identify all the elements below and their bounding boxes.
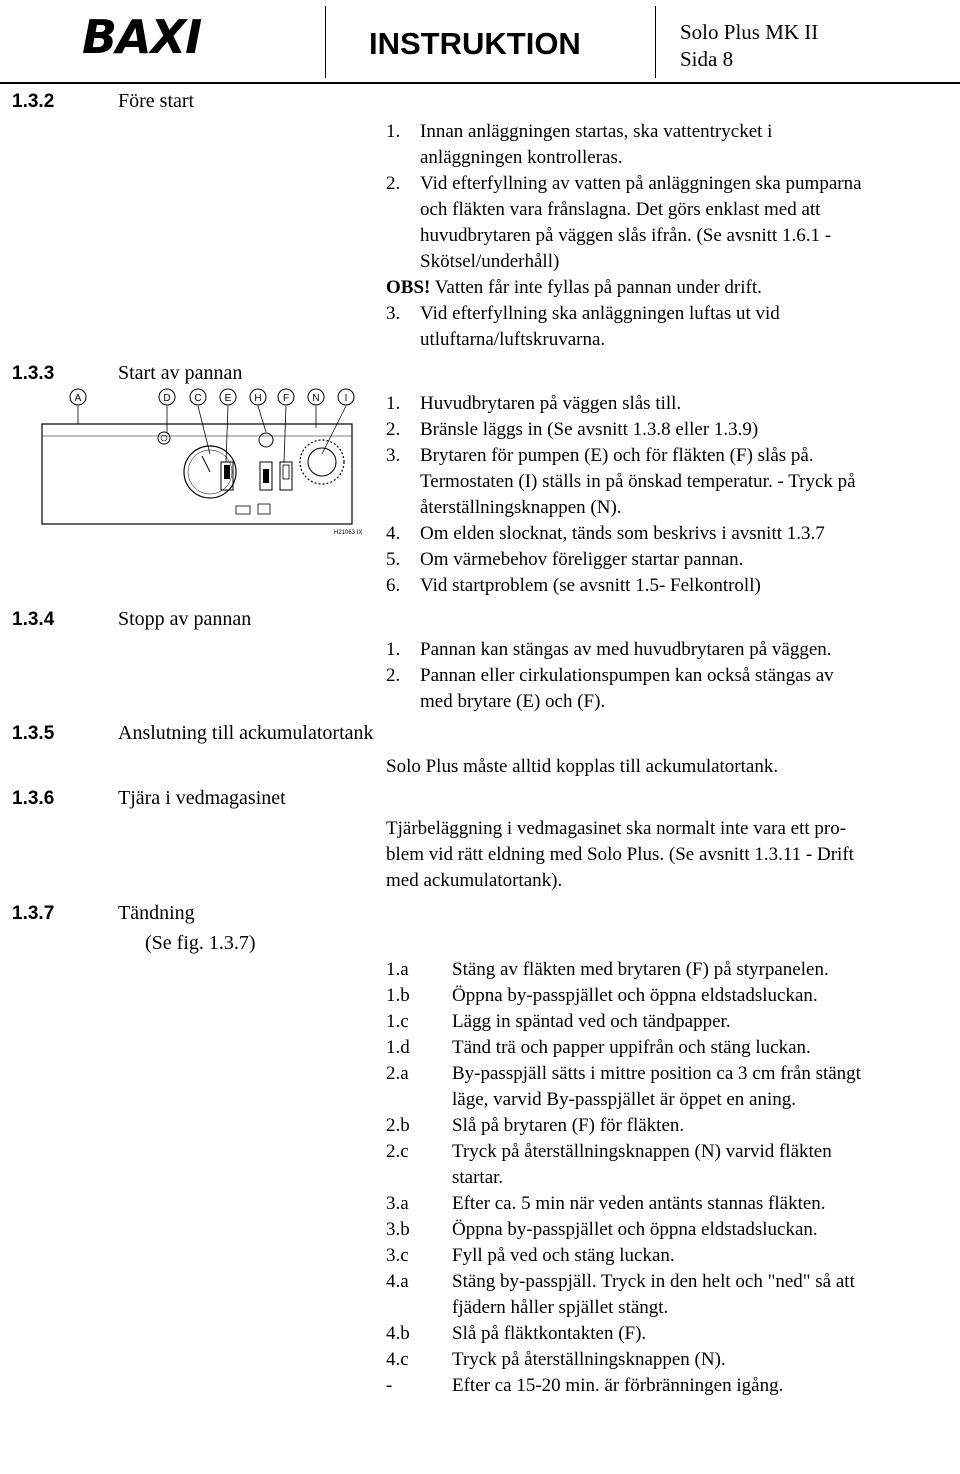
section-number: 1.3.2 xyxy=(12,91,55,112)
before-start-line xyxy=(386,301,862,327)
start-step-number: 1. xyxy=(386,393,401,414)
ignition-step-text: fjädern håller spjället stängt. xyxy=(452,1297,669,1318)
start-step-line xyxy=(386,391,856,417)
ignition-step-text: Öppna by-passpjället och öppna eldstadsluckan. xyxy=(452,985,818,1006)
section-title-133: Start av pannan xyxy=(118,362,243,384)
ignition-step-line xyxy=(386,1087,861,1113)
panel-label-n: N xyxy=(312,393,320,404)
ignition-step-text: Öppna by-passpjället och öppna eldstadsluckan. xyxy=(452,1219,818,1240)
ignition-step-number: - xyxy=(386,1375,393,1396)
before-start-line xyxy=(386,223,862,249)
start-step-text: Om elden slocknat, tänds som beskrivs i avsnitt 1.3.7 xyxy=(420,523,825,544)
tar-line: med ackumulatortank). xyxy=(386,870,563,891)
tar-paragraph xyxy=(386,816,854,894)
page-header xyxy=(0,0,960,84)
start-step-line xyxy=(386,417,856,443)
before-start-list xyxy=(386,119,862,353)
before-start-line xyxy=(386,171,862,197)
start-step-line xyxy=(386,469,856,495)
ignition-step-text: Stäng by-passpjäll. Tryck in den helt och "ned" så att xyxy=(452,1271,855,1292)
panel-label-f: F xyxy=(282,393,290,404)
start-step-text: Vid startproblem (se avsnitt 1.5- Felkontroll) xyxy=(420,575,761,596)
stop-steps-list xyxy=(386,637,834,715)
start-step-line xyxy=(386,573,856,599)
start-step-number: 4. xyxy=(386,523,401,544)
panel-label-a: A xyxy=(74,393,82,404)
ignition-step-text: Tänd trä och papper uppifrån och stäng luckan. xyxy=(452,1037,811,1058)
start-step-line xyxy=(386,547,856,573)
section-number-137: 1.3.7 xyxy=(12,903,55,924)
ignition-step-number: 2.b xyxy=(386,1115,410,1136)
ignition-step-text: Efter ca 15-20 min. är förbränningen igång. xyxy=(452,1375,784,1396)
ignition-step-line xyxy=(386,1321,861,1347)
start-step-text: återställningsknappen (N). xyxy=(420,497,622,518)
before-start-line xyxy=(386,327,862,353)
before-start-text: Vid efterfyllning ska anläggningen luftas ut vid xyxy=(420,303,780,324)
ignition-step-text: Slå på fläktkontakten (F). xyxy=(452,1323,647,1344)
start-steps-list xyxy=(386,391,856,599)
ignition-step-number: 2.c xyxy=(386,1141,409,1162)
ignition-step-number: 3.a xyxy=(386,1193,409,1214)
ignition-step-text: Slå på brytaren (F) för fläkten. xyxy=(452,1115,685,1136)
ignition-step-line xyxy=(386,1035,861,1061)
ignition-step-number: 4.c xyxy=(386,1349,409,1370)
panel-label-group xyxy=(70,389,354,405)
stop-step-text: med brytare (E) och (F). xyxy=(420,691,606,712)
start-step-number: 2. xyxy=(386,419,401,440)
ignition-step-number: 3.b xyxy=(386,1219,410,1240)
ignition-steps-list xyxy=(386,957,861,1399)
before-start-text: Skötsel/underhåll) xyxy=(420,251,560,272)
before-start-text: och fläkten vara frånslagna. Det görs enklast med att xyxy=(420,199,821,220)
stop-step-line xyxy=(386,663,834,689)
ignition-step-text: läge, varvid By-passpjället är öppet en aning. xyxy=(452,1089,797,1110)
ignition-step-text: Fyll på ved och stäng luckan. xyxy=(452,1245,675,1266)
panel-label-h: H xyxy=(254,393,262,404)
symbol-icon xyxy=(258,504,270,514)
panel-label-i: I xyxy=(344,393,348,404)
start-step-line xyxy=(386,495,856,521)
before-start-number: 3. xyxy=(386,303,401,324)
before-start-text: Innan anläggningen startas, ska vattentrycket i xyxy=(420,121,773,142)
start-step-text: Brytaren för pumpen (E) och för fläkten (F) slås på. xyxy=(420,445,814,466)
before-start-number: 1. xyxy=(386,121,401,142)
panel-body xyxy=(42,424,352,524)
ignition-step-line xyxy=(386,1217,861,1243)
section-number-136: 1.3.6 xyxy=(12,788,55,809)
header-divider xyxy=(0,82,960,84)
ignition-step-line xyxy=(386,1373,861,1399)
stop-step-line xyxy=(386,689,834,715)
logo-cell xyxy=(0,6,326,78)
ignition-step-line xyxy=(386,1165,861,1191)
indicator-lamp-icon xyxy=(158,432,170,444)
section-title-137: Tändning xyxy=(118,902,195,924)
ignition-step-line xyxy=(386,1269,861,1295)
ignition-step-line xyxy=(386,1347,861,1373)
start-step-text: Om värmebehov föreligger startar pannan. xyxy=(420,549,744,570)
start-step-line xyxy=(386,443,856,469)
start-step-line xyxy=(386,521,856,547)
thermostat-dial-icon[interactable] xyxy=(300,440,344,484)
section-number-134: 1.3.4 xyxy=(12,609,55,630)
ignition-step-number: 2.a xyxy=(386,1063,409,1084)
before-start-line xyxy=(386,119,862,145)
stop-step-text: Pannan eller cirkulationspumpen kan också stängas av xyxy=(420,665,834,686)
ignition-step-line xyxy=(386,1061,861,1087)
symbol-icon xyxy=(236,506,250,514)
obs-text: Vatten får inte fyllas på pannan under drift. xyxy=(430,277,762,298)
ignition-step-line xyxy=(386,1009,861,1035)
ignition-step-line xyxy=(386,1191,861,1217)
ignition-step-text: Tryck på återställningsknappen (N). xyxy=(452,1349,726,1370)
ignition-step-number: 4.a xyxy=(386,1271,409,1292)
reset-button-icon[interactable] xyxy=(259,433,273,447)
ignition-step-line xyxy=(386,1139,861,1165)
before-start-line xyxy=(386,249,862,275)
section-title-132: Före start xyxy=(118,90,195,112)
ignition-step-number: 3.c xyxy=(386,1245,409,1266)
ignition-step-number: 1.c xyxy=(386,1011,409,1032)
stop-step-line xyxy=(386,637,834,663)
page-number: Sida 8 xyxy=(680,47,734,71)
tar-line: blem vid rätt eldning med Solo Plus. (Se avsnitt 1.3.11 - Drift xyxy=(386,844,854,865)
fan-switch-icon[interactable] xyxy=(280,462,292,490)
figure-code: H21063 IX xyxy=(334,530,363,536)
baxi-logo: BAXI xyxy=(82,10,202,64)
panel-label-d: D xyxy=(163,393,171,404)
start-step-number: 3. xyxy=(386,445,401,466)
stop-step-number: 1. xyxy=(386,639,401,660)
panel-label-e: E xyxy=(224,393,232,404)
section-title-136: Tjära i vedmagasinet xyxy=(118,787,286,809)
ignition-step-text: Stäng av fläkten med brytaren (F) på styrpanelen. xyxy=(452,959,829,980)
start-step-text: Termostaten (I) ställs in på önskad temperatur. - Tryck på xyxy=(420,471,856,492)
section-heading-132 xyxy=(12,91,54,113)
ignition-step-line xyxy=(386,1243,861,1269)
obs-label: OBS! xyxy=(386,277,431,298)
title-cell xyxy=(325,6,656,78)
section-number-135: 1.3.5 xyxy=(12,723,55,744)
section-subtitle-137: (Se fig. 1.3.7) xyxy=(145,932,256,954)
before-start-text: utluftarna/luftskruvarna. xyxy=(420,329,606,350)
ignition-step-number: 1.d xyxy=(386,1037,410,1058)
leader-lines xyxy=(78,406,346,462)
start-step-number: 6. xyxy=(386,575,401,596)
ignition-step-text: Lägg in späntad ved och tändpapper. xyxy=(452,1011,731,1032)
before-start-text: Vid efterfyllning av vatten på anläggningen ska pumparna xyxy=(420,173,862,194)
start-step-number: 5. xyxy=(386,549,401,570)
ignition-step-line xyxy=(386,1113,861,1139)
section-number-133: 1.3.3 xyxy=(12,363,55,384)
ignition-step-line xyxy=(386,1295,861,1321)
document-title: INSTRUKTION xyxy=(369,26,581,61)
ignition-step-number: 4.b xyxy=(386,1323,410,1344)
tar-line: Tjärbeläggning i vedmagasinet ska normalt inte vara ett pro- xyxy=(386,818,847,839)
before-start-line xyxy=(386,197,862,223)
before-start-text: huvudbrytaren på väggen slås ifrån. (Se avsnitt 1.6.1 - xyxy=(420,225,832,246)
section-title-134: Stopp av pannan xyxy=(118,608,252,630)
ignition-step-number: 1.b xyxy=(386,985,410,1006)
ignition-step-text: Efter ca. 5 min när veden antänts stannas fläkten. xyxy=(452,1193,826,1214)
ignition-step-text: startar. xyxy=(452,1167,504,1188)
tank-text: Solo Plus måste alltid kopplas till ackumulatortank. xyxy=(386,756,779,777)
panel-label-c: C xyxy=(194,393,202,404)
stop-step-text: Pannan kan stängas av med huvudbrytaren på väggen. xyxy=(420,639,832,660)
start-step-text: Bränsle läggs in (Se avsnitt 1.3.8 eller 1.3.9) xyxy=(420,419,759,440)
before-start-text: anläggningen kontrolleras. xyxy=(420,147,623,168)
section-title-135: Anslutning till ackumulatortank xyxy=(118,722,374,744)
ignition-step-text: Tryck på återställningsknappen (N) varvid fläkten xyxy=(452,1141,832,1162)
product-name: Solo Plus MK II xyxy=(680,20,819,44)
ignition-step-line xyxy=(386,983,861,1009)
start-step-text: Huvudbrytaren på väggen slås till. xyxy=(420,393,682,414)
ignition-step-text: By-passpjäll sätts i mittre position ca 3 cm från stängt xyxy=(452,1063,861,1084)
before-start-number: 2. xyxy=(386,173,401,194)
stop-step-number: 2. xyxy=(386,665,401,686)
before-start-line xyxy=(386,145,862,171)
obs-note xyxy=(386,275,862,301)
ignition-step-line xyxy=(386,957,861,983)
control-panel-figure xyxy=(40,384,370,550)
ignition-step-number: 1.a xyxy=(386,959,409,980)
